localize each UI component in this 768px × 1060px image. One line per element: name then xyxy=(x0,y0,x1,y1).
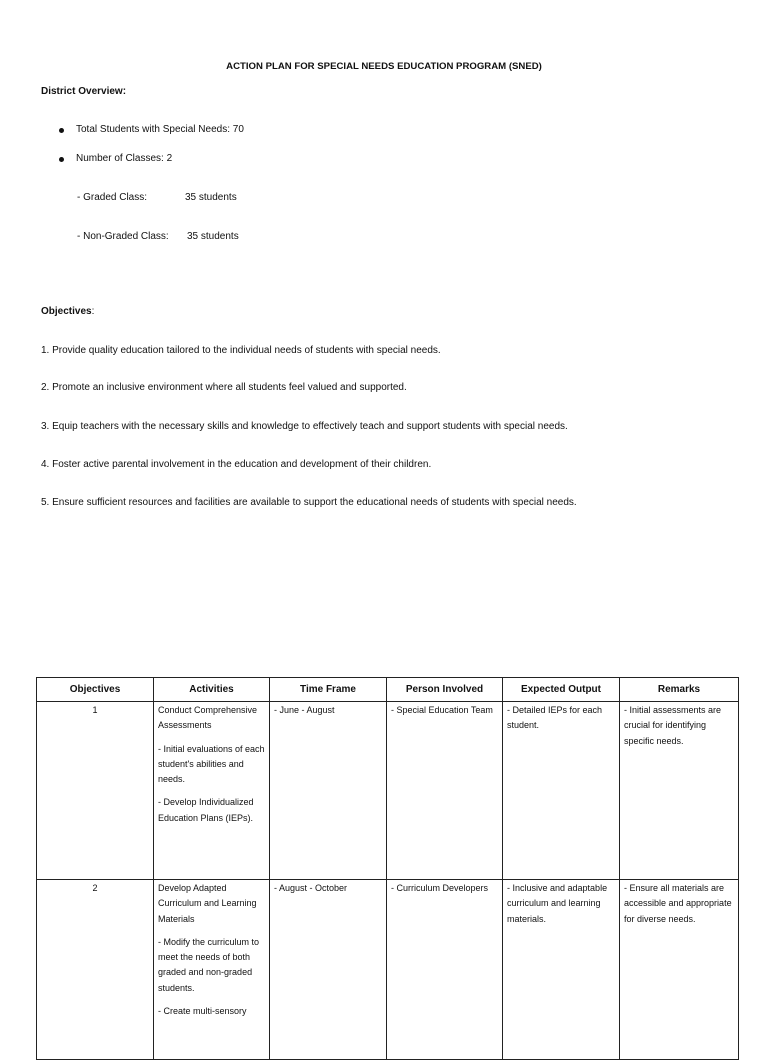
activities-cell xyxy=(154,880,270,1060)
bullet-icon xyxy=(59,128,64,133)
objective-item-1: 1. Provide quality education tailored to the individual needs of students with special needs. xyxy=(41,345,441,356)
objectives-heading-text: Objectives xyxy=(41,306,92,317)
graded-class-row xyxy=(77,192,237,203)
expected-output-cell: - Detailed IEPs for each student. xyxy=(503,702,620,880)
objective-item-2: 2. Promote an inclusive environment where all students feel valued and supported. xyxy=(41,382,407,393)
activity-item: - Create multi-sensory xyxy=(158,1006,247,1017)
objective-cell: 2 xyxy=(37,880,154,1060)
remarks-cell: - Ensure all materials are accessible and appropriate for diverse needs. xyxy=(620,880,739,1060)
total-students-item: Total Students with Special Needs: 70 xyxy=(76,124,244,135)
objective-item-4: 4. Foster active parental involvement in the education and development of their children. xyxy=(41,459,432,470)
column-header-objectives: Objectives xyxy=(37,678,154,702)
non-graded-class-label: - Non-Graded Class: xyxy=(77,231,169,242)
objective-item-5: 5. Ensure sufficient resources and facilities are available to support the educational needs of students with special needs. xyxy=(41,497,577,508)
non-graded-class-count: 35 students xyxy=(187,231,239,242)
objective-item-3: 3. Equip teachers with the necessary skills and knowledge to effectively teach and support students with special needs. xyxy=(41,421,568,432)
column-header-expected-output: Expected Output xyxy=(503,678,620,702)
activity-item: Develop Adapted Curriculum and Learning Materials xyxy=(158,883,257,924)
activity-item: - Modify the curriculum to meet the needs of both graded and non-graded students. xyxy=(158,936,260,993)
column-header-activities: Activities xyxy=(154,678,270,702)
remarks-cell: - Initial assessments are crucial for identifying specific needs. xyxy=(620,702,739,880)
graded-class-count: 35 students xyxy=(185,192,237,203)
time-frame-cell: - June - August xyxy=(270,702,387,880)
non-graded-class-row xyxy=(77,231,239,242)
objectives-heading-colon: : xyxy=(91,306,95,317)
column-header-time-frame: Time Frame xyxy=(270,678,387,702)
expected-output-cell: - Inclusive and adaptable curriculum and learning materials. xyxy=(503,880,620,1060)
column-header-person-involved: Person Involved xyxy=(387,678,503,702)
number-of-classes-item: Number of Classes: 2 xyxy=(76,153,173,164)
activity-item: - Develop Individualized Education Plans (IEPs). xyxy=(158,797,254,823)
person-involved-cell: - Curriculum Developers xyxy=(387,880,503,1060)
activity-item: Conduct Comprehensive Assessments xyxy=(158,705,258,731)
time-frame-cell: - August - October xyxy=(270,880,387,1060)
bullet-icon xyxy=(59,157,64,162)
graded-class-label: - Graded Class: xyxy=(77,192,148,203)
table-header-row xyxy=(37,678,739,702)
table-row xyxy=(37,880,739,1060)
page-title: ACTION PLAN FOR SPECIAL NEEDS EDUCATION PROGRAM (SNED) xyxy=(226,61,542,72)
activity-item: - Initial evaluations of each student's abilities and needs. xyxy=(158,743,265,785)
activities-cell xyxy=(154,702,270,880)
district-overview-heading: District Overview: xyxy=(41,86,127,97)
action-plan-table xyxy=(36,677,739,1060)
table-row xyxy=(37,702,739,880)
objectives-heading xyxy=(41,306,94,317)
person-involved-cell: - Special Education Team xyxy=(387,702,503,880)
objective-cell: 1 xyxy=(37,702,154,880)
column-header-remarks: Remarks xyxy=(620,678,739,702)
